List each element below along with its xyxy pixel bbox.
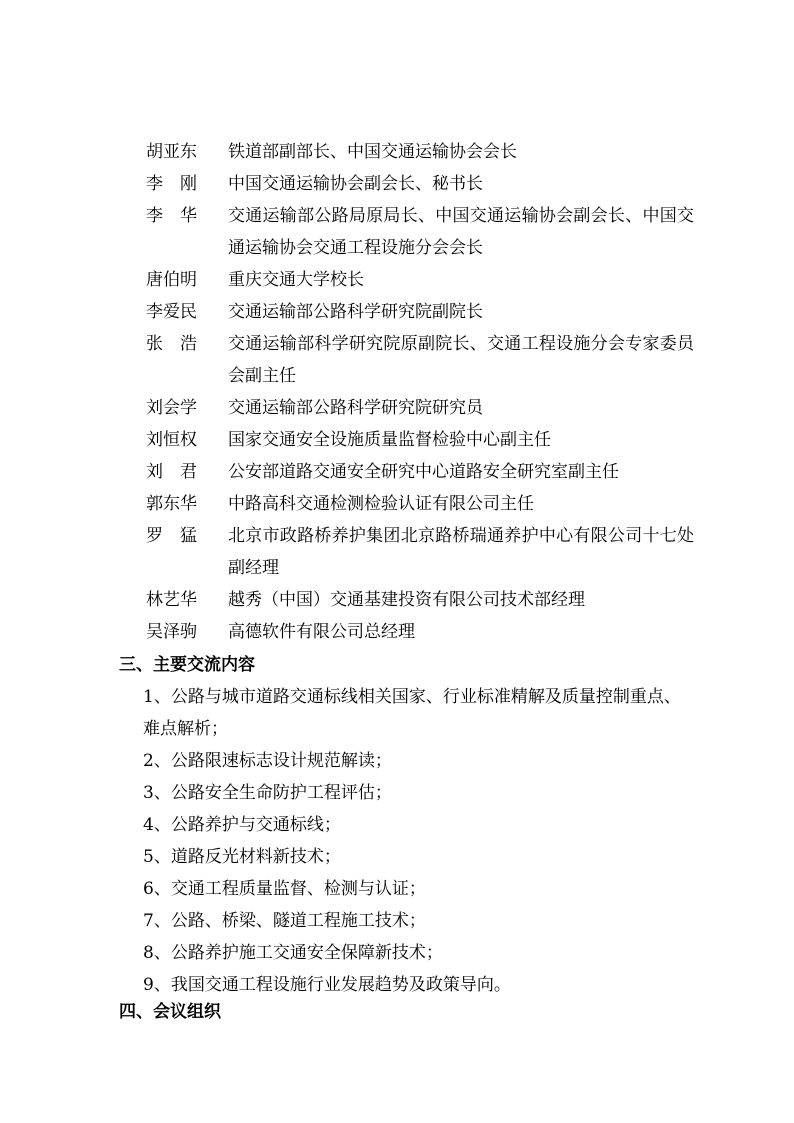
topic-item: 3、公路安全生命防护工程评估；	[143, 783, 392, 803]
speaker-row	[146, 168, 694, 200]
speaker-name: 郭东华	[146, 494, 197, 514]
speaker-name: 李 华	[146, 206, 197, 226]
speaker-row	[146, 456, 694, 488]
topic-item: 1、公路与城市道路交通标线相关国家、行业标准精解及质量控制重点、难点解析；	[143, 687, 681, 739]
topic-item: 5、道路反光材料新技术；	[143, 847, 341, 867]
speaker-row	[146, 296, 694, 328]
speaker-title: 中国交通运输协会副会长、秘书长	[228, 174, 483, 194]
speaker-name: 罗 猛	[146, 526, 197, 546]
speaker-row	[146, 616, 694, 648]
speaker-title: 交通运输部公路局原局长、中国交通运输协会副会长、中国交通运输协会交通工程设施分会会长	[228, 206, 694, 258]
speaker-row	[146, 584, 694, 616]
speaker-name: 胡亚东	[146, 142, 197, 162]
speaker-row	[146, 264, 694, 296]
speaker-row	[146, 328, 694, 392]
topic-item: 6、交通工程质量监督、检测与认证；	[143, 879, 426, 899]
speaker-row	[146, 488, 694, 520]
speaker-title: 交通运输部科学研究院原副院长、交通工程设施分会专家委员会副主任	[228, 334, 694, 386]
speaker-title: 铁道部副部长、中国交通运输协会会长	[228, 142, 517, 162]
speaker-title: 交通运输部公路科学研究院研究员	[228, 398, 483, 418]
speaker-row	[146, 136, 694, 168]
topic-item: 2、公路限速标志设计规范解读；	[143, 751, 392, 771]
speaker-row	[146, 520, 694, 584]
topic-item: 9、我国交通工程设施行业发展趋势及政策导向。	[143, 975, 511, 995]
speaker-name: 吴泽驹	[146, 622, 197, 642]
speaker-name: 刘 君	[146, 462, 197, 482]
speaker-name: 刘会学	[146, 398, 197, 418]
topic-item: 4、公路养护与交通标线；	[143, 815, 341, 835]
topic-item: 8、公路养护施工交通安全保障新技术；	[143, 943, 443, 963]
speaker-title: 公安部道路交通安全研究中心道路安全研究室副主任	[228, 462, 619, 482]
speaker-list	[146, 136, 694, 648]
speaker-name: 刘恒权	[146, 430, 197, 450]
speaker-name: 李 刚	[146, 174, 197, 194]
section-heading-organization: 四、会议组织	[119, 1002, 221, 1022]
speaker-name: 唐伯明	[146, 270, 197, 290]
speaker-title: 国家交通安全设施质量监督检验中心副主任	[228, 430, 551, 450]
speaker-row	[146, 200, 694, 264]
section-heading-topics: 三、主要交流内容	[119, 655, 255, 675]
speaker-title: 高德软件有限公司总经理	[228, 622, 415, 642]
speaker-row	[146, 424, 694, 456]
topic-item: 7、公路、桥梁、隧道工程施工技术；	[143, 911, 426, 931]
speaker-row	[146, 392, 694, 424]
speaker-title: 中路高科交通检测检验认证有限公司主任	[228, 494, 534, 514]
speaker-title: 北京市政路桥养护集团北京路桥瑞通养护中心有限公司十七处副经理	[228, 526, 694, 578]
speaker-name: 李爱民	[146, 302, 197, 322]
topic-list	[119, 681, 694, 1001]
speaker-name: 张 浩	[146, 334, 197, 354]
speaker-title: 重庆交通大学校长	[228, 270, 364, 290]
speaker-title: 越秀（中国）交通基建投资有限公司技术部经理	[228, 590, 585, 610]
speaker-title: 交通运输部公路科学研究院副院长	[228, 302, 483, 322]
speaker-name: 林艺华	[146, 590, 197, 610]
